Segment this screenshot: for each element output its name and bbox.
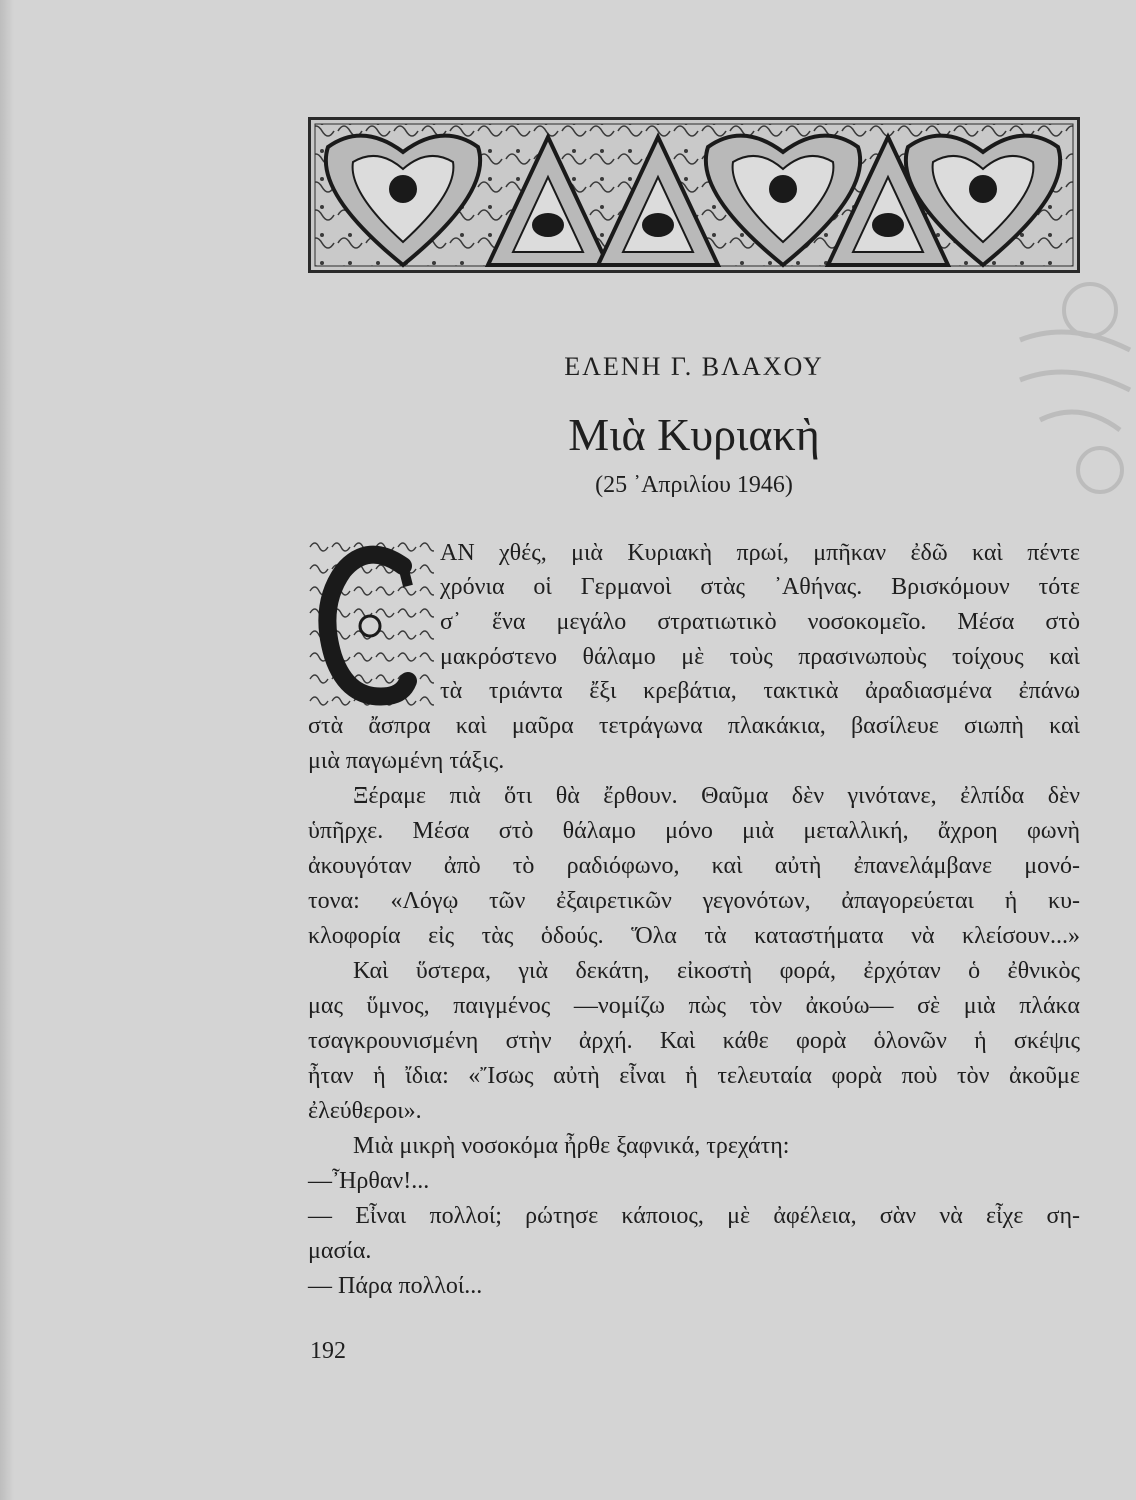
story-date: (25 ᾽Απριλίου 1946)	[595, 472, 793, 498]
body-line: —Ἦρθαν!...	[308, 1168, 430, 1194]
body-line: ΑΝ χθές, μιὰ Κυριακὴ πρωί, μπῆκαν ἐδῶ καὶ πέντε	[440, 540, 1080, 566]
body-line: ἀκουγόταν ἀπὸ τὸ ραδιόφωνο, καὶ αὐτὴ ἐπανελάμβανε μονό-	[308, 853, 1080, 879]
body-line: ἦταν ἡ ἴδια: «Ἴσως αὐτὴ εἶναι ἡ τελευταία φορὰ ποὺ τὸν ἀκοῦμε	[308, 1063, 1080, 1089]
body-line: ὑπῆρχε. Μέσα στὸ θάλαμο μόνο μιὰ μεταλλική, ἄχροη φωνὴ	[308, 818, 1080, 844]
body-line: Καὶ ὕστερα, γιὰ δεκάτη, εἰκοστὴ φορά, ἐρχόταν ὁ ἐθνικὸς	[353, 958, 1080, 984]
body-line: τσαγκρουνισμένη στὴν ἀρχή. Καὶ κάθε φορὰ ὁλονῶν ἡ σκέψις	[308, 1028, 1080, 1054]
author-name: ΕΛΕΝΗ Γ. ΒΛΑΧΟΥ	[564, 352, 824, 381]
body-line: μας ὕμνος, παιγμένος —νομίζω πὼς τὸν ἀκούω— σὲ μιὰ πλάκα	[308, 993, 1080, 1019]
body-line: μασία.	[308, 1238, 372, 1264]
body-line: ἐλεύθεροι».	[308, 1098, 422, 1124]
decorated-initial-letter	[308, 536, 434, 716]
page-edge	[0, 0, 14, 1500]
body-line: — Εἶναι πολλοί; ρώτησε κάποιος, μὲ ἀφέλεια, σὰν νὰ εἶχε ση-	[308, 1203, 1080, 1229]
decorative-headpiece	[308, 117, 1080, 273]
body-line: Ξέραμε πιὰ ὅτι θὰ ἔρθουν. Θαῦμα δὲν γινότανε, ἐλπίδα δὲν	[353, 783, 1080, 809]
body-line: σ᾽ ἕνα μεγάλο στρατιωτικὸ νοσοκομεῖο. Μέσα στὸ	[440, 609, 1080, 635]
story-title: Μιὰ Κυριακὴ	[568, 409, 820, 460]
body-line: στὰ ἄσπρα καὶ μαῦρα τετράγωνα πλακάκια, βασίλευε σιωπὴ καὶ	[308, 713, 1080, 739]
page-number: 192	[310, 1338, 346, 1364]
body-line: τονα: «Λόγῳ τῶν ἐξαιρετικῶν γεγονότων, ἀπαγορεύεται ἡ κυ-	[308, 888, 1080, 914]
body-line: — Πάρα πολλοί...	[308, 1273, 483, 1299]
body-line: Μιὰ μικρὴ νοσοκόμα ἦρθε ξαφνικά, τρεχάτη:	[353, 1133, 790, 1159]
body-line: τὰ τριάντα ἔξι κρεβάτια, τακτικὰ ἀραδιασμένα ἐπάνω	[440, 678, 1080, 704]
body-line: χρόνια οἱ Γερμανοὶ στὰς ᾽Αθήνας. Βρισκόμουν τότε	[440, 574, 1080, 600]
body-line: μακρόστενο θάλαμο μὲ τοὺς πρασινωποὺς τοίχους καὶ	[440, 644, 1080, 670]
body-line: μιὰ παγωμένη τάξις.	[308, 748, 505, 774]
body-line: κλοφορία εἰς τὰς ὁδούς. Ὅλα τὰ καταστήματα νὰ κλείσουν...»	[308, 923, 1080, 949]
